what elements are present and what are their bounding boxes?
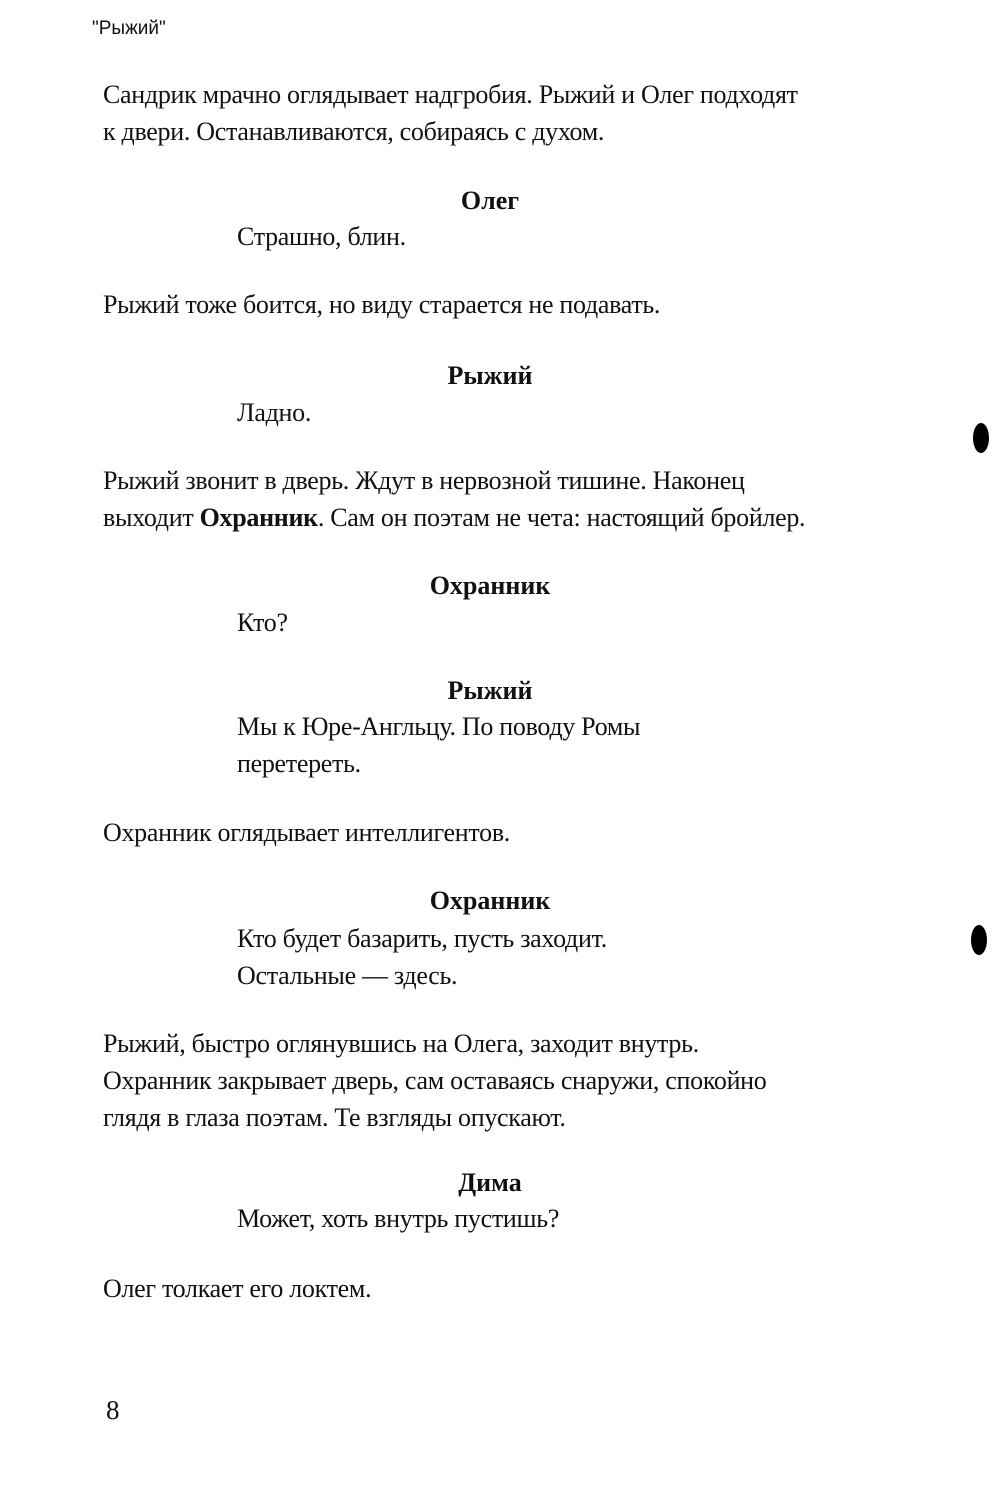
dialogue-line: Страшно, блин. [237,222,406,251]
action-text: выходит [103,503,200,532]
character-name: Рыжий [447,676,533,705]
dialogue [237,218,797,255]
character-name: Охранник [429,571,551,600]
dialogue-line: Остальные — здесь. [237,961,458,990]
action-line: Олег толкает его локтем. [103,1274,372,1303]
action-line: Охранник оглядывает интеллигентов. [103,818,511,847]
dialogue-line: Кто? [237,608,288,637]
action-line: Рыжий звонит в дверь. Ждут в нервозной тишине. Наконец [103,466,745,495]
dialogue-line: Ладно. [237,398,312,427]
action-line: глядя в глаза поэтам. Те взгляды опускают. [103,1103,566,1132]
punch-hole-mark [971,925,987,955]
action-line [103,499,923,536]
dialogue-line: перетереть. [237,749,361,778]
punch-hole-mark [973,423,989,453]
dialogue [237,920,797,994]
action-paragraph [103,286,923,323]
dialogue [237,1200,797,1237]
action-line: Сандрик мрачно оглядывает надгробия. Рыжий и Олег подходят [103,80,798,109]
character-name: Дима [458,1168,522,1197]
action-line: Рыжий тоже боится, но виду старается не подавать. [103,290,661,319]
action-paragraph [103,814,923,851]
character-intro: Охранник [199,503,318,532]
dialogue [237,708,797,782]
action-line: Рыжий, быстро оглянувшись на Олега, заходит внутрь. [103,1029,699,1058]
action-paragraph [103,462,923,536]
character-name: Олег [460,186,520,215]
dialogue-line: Может, хоть внутрь пустишь? [237,1204,560,1233]
action-paragraph [103,1270,923,1307]
action-paragraph [103,76,923,150]
action-line: к двери. Останавливаются, собираясь с духом. [103,117,605,146]
dialogue [237,394,797,431]
action-paragraph [103,1025,923,1136]
dialogue-line: Кто будет базарить, пусть заходит. [237,924,607,953]
dialogue [237,604,797,641]
action-text: . Сам он поэтам не чета: настоящий бройлер. [317,503,806,532]
character-name: Охранник [429,886,551,915]
action-line: Охранник закрывает дверь, сам оставаясь снаружи, спокойно [103,1066,767,1095]
dialogue-line: Мы к Юре-Англьцу. По поводу Ромы [237,712,641,741]
running-header: "Рыжий" [92,18,166,39]
character-name: Рыжий [447,361,533,390]
page-number: 8 [106,1395,120,1425]
